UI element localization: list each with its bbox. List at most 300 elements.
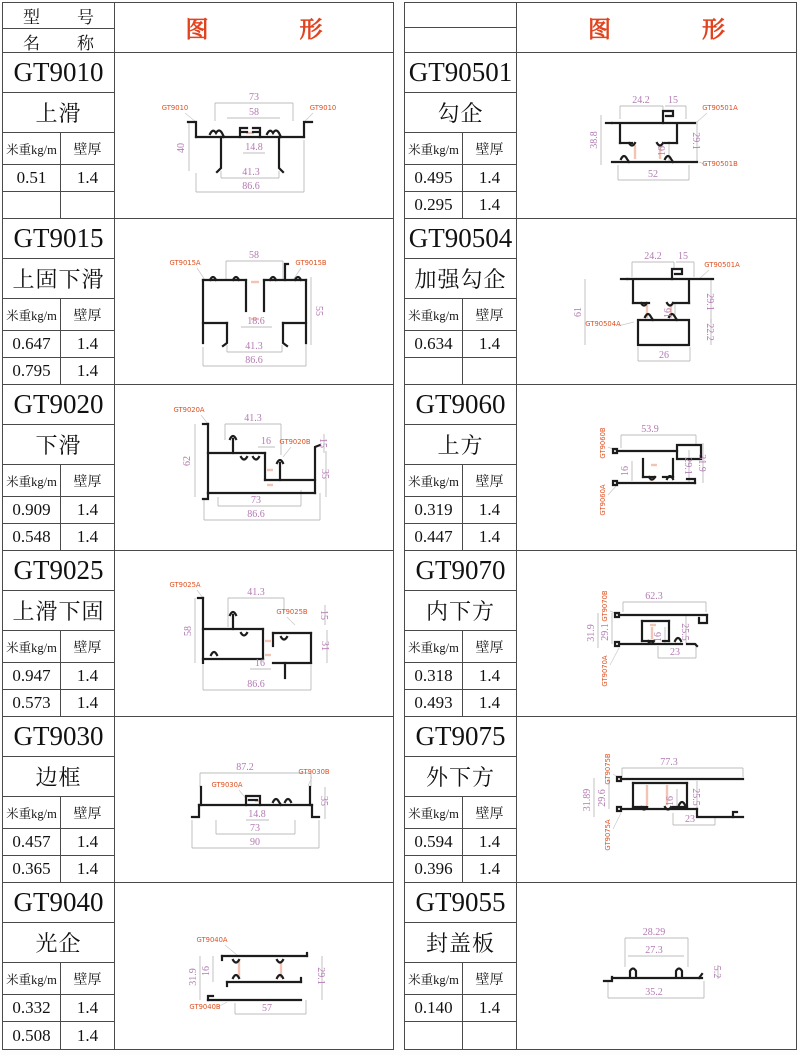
- dimension-text: 86.6: [245, 355, 263, 366]
- part-code-label: GT9075B: [604, 753, 612, 785]
- weight-per-meter-header: 米重kg/m: [3, 133, 61, 164]
- dimension-text: 31.89: [582, 788, 593, 812]
- dimension-text: 29.1: [600, 623, 611, 641]
- drawing-cell: [115, 551, 393, 716]
- thickness-value-cell: 1.4: [76, 832, 99, 851]
- dimension-text: 29.1: [315, 967, 326, 985]
- profile-section-gt9025: [3, 551, 393, 717]
- weight-per-meter-header: 米重kg/m: [3, 797, 61, 828]
- leader-line: [610, 648, 619, 665]
- dimension-text: 35: [318, 796, 329, 806]
- weight-value-cell: 0.634: [405, 331, 463, 357]
- weight-value-cell: 0.947: [3, 663, 61, 689]
- section-label-column: [3, 219, 115, 384]
- units-header-row: [3, 631, 114, 663]
- units-header-row: [405, 465, 516, 497]
- weight-per-meter-header: 米重kg/m: [3, 299, 61, 330]
- profile-section-gt9070: [405, 551, 796, 717]
- dimension-text: 29.1: [690, 132, 701, 150]
- weight-per-meter-header: 米重kg/m: [405, 797, 463, 828]
- dimension-text: 15: [317, 438, 328, 448]
- thickness-value-cell: 1.4: [76, 693, 99, 712]
- profile-outline: [304, 122, 312, 137]
- wall-thickness-header: 壁厚: [475, 308, 504, 324]
- value-row-1: [3, 995, 114, 1022]
- profile-section-gt9030: [3, 717, 393, 883]
- dimension-text: 15: [668, 95, 678, 106]
- drawing-cell: [517, 883, 796, 1049]
- profile-name-cell: 封盖板: [405, 923, 516, 963]
- dimension-text: 15: [678, 251, 688, 262]
- dimension-text: 38.8: [589, 131, 600, 149]
- wall-thickness-header: 壁厚: [475, 640, 504, 656]
- part-code-label: GT90501A: [702, 104, 738, 112]
- dimension-text: 62: [182, 456, 193, 466]
- value-row-1: [405, 497, 516, 524]
- part-code-label: GT9010: [161, 104, 189, 112]
- value-row-1: [3, 165, 114, 192]
- weight-per-meter-header: 米重kg/m: [405, 465, 463, 496]
- value-row-1: [405, 829, 516, 856]
- leader-line: [697, 113, 707, 122]
- part-code-label: GT9060B: [599, 427, 607, 459]
- profile-name-cell: 内下方: [405, 591, 516, 631]
- weight-value-cell: 0.573: [3, 690, 61, 716]
- weight-value-cell: 0.365: [3, 856, 61, 882]
- wall-thickness-header: 壁厚: [475, 142, 504, 158]
- part-code-label: GT9060A: [599, 484, 607, 516]
- right-table-header: [405, 3, 796, 53]
- value-row-2: [405, 1022, 516, 1049]
- dimension-text: 87.2: [236, 762, 254, 773]
- section-label-column: [405, 883, 517, 1049]
- wall-thickness-header: 壁厚: [73, 142, 102, 158]
- value-row-2: [405, 192, 516, 218]
- model-number-cell: GT9015: [3, 219, 114, 259]
- wall-thickness-header: 壁厚: [73, 806, 102, 822]
- weight-value-cell: 0.332: [3, 995, 61, 1021]
- thickness-value-cell: [463, 358, 516, 384]
- model-number-cell: GT9020: [3, 385, 114, 425]
- profile-cross-section-drawing-gt9030: [115, 717, 393, 882]
- profile-name-cell: 上固下滑: [3, 259, 114, 299]
- profile-outline: [687, 644, 697, 646]
- dimension-text: 25.5: [690, 788, 701, 806]
- dimension-text: 16: [620, 466, 631, 476]
- leader-line: [304, 113, 313, 122]
- wall-thickness-header: 壁厚: [475, 806, 504, 822]
- dimension-text: 16: [261, 436, 271, 447]
- wall-thickness-header: 壁厚: [475, 972, 504, 988]
- weight-value-cell: 0.508: [3, 1022, 61, 1049]
- thickness-value-cell: 1.4: [76, 500, 99, 519]
- dimension-text: 29.1: [704, 293, 715, 311]
- model-header-cell: 型 号: [3, 3, 114, 29]
- dimension-text: 27.3: [645, 945, 663, 956]
- profile-outline: [217, 137, 221, 172]
- profile-cross-section-drawing-gt90501: [517, 53, 796, 218]
- dimension-text: 14.8: [245, 142, 263, 153]
- profile-outline: [667, 303, 673, 306]
- left-sections-container: [3, 53, 393, 1049]
- profile-outline: [283, 323, 287, 346]
- drawing-cell: [115, 385, 393, 550]
- weight-value-cell: 0.493: [405, 690, 463, 716]
- profile-outline: [233, 975, 239, 978]
- dimension-text: 41.3: [247, 587, 265, 598]
- weight-value-cell: 0.140: [405, 995, 463, 1021]
- section-label-column: [405, 717, 517, 882]
- profile-outline: [241, 457, 247, 460]
- wall-thickness-header: 壁厚: [475, 474, 504, 490]
- dimension-text: 35: [319, 469, 330, 479]
- dimension-text: 57: [262, 1003, 272, 1014]
- thickness-value-cell: 1.4: [76, 998, 99, 1017]
- value-row-2: [3, 690, 114, 716]
- profile-name-cell: 上滑下固: [3, 591, 114, 631]
- units-header-row: [3, 133, 114, 165]
- dimension-text: 24.2: [632, 95, 650, 106]
- value-row-1: [405, 165, 516, 192]
- thickness-value-cell: 1.4: [478, 998, 501, 1017]
- units-header-row: [405, 797, 516, 829]
- units-header-row: [405, 133, 516, 165]
- dimension-text: 58: [183, 626, 194, 636]
- wall-thickness-header: 壁厚: [73, 474, 102, 490]
- profile-outline: [253, 457, 259, 460]
- dimension-text: 35.2: [645, 987, 663, 998]
- profile-outline: [279, 137, 283, 172]
- profile-cross-section-drawing-gt9025: [115, 551, 393, 716]
- dimension-text: 58: [249, 107, 259, 118]
- thickness-value-cell: 1.4: [478, 527, 501, 546]
- part-code-label: GT90501B: [702, 160, 738, 168]
- profile-name-cell: 光企: [3, 923, 114, 963]
- dimension-text: 31: [319, 641, 330, 651]
- weight-per-meter-header: 米重kg/m: [405, 631, 463, 662]
- left-table-header: [3, 3, 393, 53]
- profile-outline: [281, 637, 287, 640]
- dimension-text: 62.3: [645, 591, 663, 602]
- dimension-text: 41.3: [242, 167, 260, 178]
- thickness-value-cell: 1.4: [76, 1025, 99, 1045]
- profile-section-gt9055: [405, 883, 796, 1049]
- dimension-text: 73: [249, 92, 259, 103]
- drawing-cell: [115, 717, 393, 882]
- dimension-text: 15: [318, 610, 329, 620]
- weight-value-cell: 0.594: [405, 829, 463, 855]
- profile-section-gt90501: [405, 53, 796, 219]
- weight-value-cell: 0.457: [3, 829, 61, 855]
- drawing-cell: [517, 717, 796, 882]
- thickness-value-cell: 1.4: [478, 859, 501, 878]
- weight-per-meter-header: 米重kg/m: [405, 133, 463, 164]
- value-row-1: [405, 995, 516, 1022]
- right-catalog-table: [404, 2, 797, 1050]
- weight-per-meter-header: 米重kg/m: [3, 631, 61, 662]
- leader-line: [608, 485, 617, 495]
- section-label-column: [405, 551, 517, 716]
- model-number-cell: GT9060: [405, 385, 516, 425]
- profile-outline: [192, 805, 199, 817]
- profile-outline: [312, 805, 319, 817]
- model-number-cell: GT9055: [405, 883, 516, 923]
- part-code-label: GT9010: [309, 104, 337, 112]
- units-header-row: [405, 963, 516, 995]
- dimension-text: 29.6: [597, 789, 608, 807]
- profile-name-cell: 上滑: [3, 93, 114, 133]
- weight-value-cell: 0.396: [405, 856, 463, 882]
- model-number-cell: GT9075: [405, 717, 516, 757]
- profile-outline: [233, 960, 239, 963]
- profile-section-gt9040: [3, 883, 393, 1049]
- thickness-value-cell: 1.4: [76, 859, 99, 878]
- part-code-label: GT9025A: [169, 581, 201, 589]
- value-row-2: [405, 690, 516, 716]
- section-label-column: [3, 883, 115, 1049]
- profile-outline: [211, 652, 217, 655]
- dimension-text: 41.3: [245, 341, 263, 352]
- section-label-column: [3, 385, 115, 550]
- dimension-text: 61: [573, 307, 584, 317]
- dimension-text: 18.6: [247, 316, 265, 327]
- thickness-value-cell: 1.4: [76, 527, 99, 546]
- model-number-cell: GT90501: [405, 53, 516, 93]
- profile-name-cell: 加强勾企: [405, 259, 516, 299]
- leader-line: [201, 415, 208, 424]
- thickness-value-cell: 1.4: [478, 666, 501, 685]
- thickness-value-cell: 1.4: [76, 361, 99, 380]
- drawing-cell: [115, 53, 393, 218]
- model-number-cell: GT9070: [405, 551, 516, 591]
- units-header-row: [405, 299, 516, 331]
- wall-thickness-header: 壁厚: [73, 640, 102, 656]
- header-label-column: [3, 3, 115, 52]
- right-sections-container: [405, 53, 796, 1049]
- dimension-text: 26: [659, 350, 669, 361]
- profile-name-cell: 上方: [405, 425, 516, 465]
- weight-value-cell: 0.447: [405, 524, 463, 550]
- dimension-text: 22.2: [704, 323, 715, 341]
- dimension-text: 90: [250, 837, 260, 848]
- weight-per-meter-header: 米重kg/m: [3, 963, 61, 994]
- thickness-value-cell: 1.4: [478, 693, 501, 712]
- thickness-value-cell: [463, 1022, 516, 1049]
- profile-section-gt9015: [3, 219, 393, 385]
- dimension-text: 23: [685, 814, 695, 825]
- leader-line: [283, 447, 291, 457]
- profile-outline: [285, 799, 291, 802]
- profile-outline: [672, 269, 682, 279]
- drawing-cell: [115, 883, 393, 1049]
- part-code-label: GT90501A: [704, 261, 740, 269]
- dimension-text: 73: [250, 823, 260, 834]
- model-number-cell: GT9025: [3, 551, 114, 591]
- part-code-label: GT9020A: [173, 406, 205, 414]
- weight-value-cell: [405, 1022, 463, 1049]
- units-header-row: [405, 631, 516, 663]
- dimension-text: 29.1: [682, 457, 693, 475]
- section-label-column: [405, 385, 517, 550]
- value-row-2: [3, 358, 114, 384]
- profile-section-gt9060: [405, 385, 796, 551]
- dimension-text: 52: [648, 169, 658, 180]
- section-label-column: [405, 219, 517, 384]
- profile-outline: [630, 969, 636, 978]
- thickness-value-cell: 1.4: [478, 334, 501, 353]
- profile-cross-section-drawing-gt9060: [517, 385, 796, 550]
- dimension-text: 5.2: [711, 965, 722, 979]
- part-code-label: GT9075A: [604, 819, 612, 851]
- dimension-text: 16: [255, 658, 265, 669]
- leader-line: [225, 945, 237, 955]
- thickness-value-cell: 1.4: [76, 334, 99, 353]
- thickness-value-cell: 1.4: [478, 832, 501, 851]
- profile-cross-section-drawing-gt9020: [115, 385, 393, 550]
- dimension-text: 40: [176, 143, 187, 153]
- dimension-text: 16: [653, 632, 664, 642]
- section-label-column: [3, 717, 115, 882]
- weight-per-meter-header: 米重kg/m: [405, 299, 463, 330]
- profile-outline: [657, 143, 663, 146]
- leader-line: [197, 268, 205, 280]
- leader-line: [287, 617, 295, 625]
- drawing-cell: [517, 385, 796, 550]
- leader-line: [185, 113, 196, 122]
- model-header-cell-empty: [405, 3, 516, 28]
- part-code-label: GT9040A: [196, 936, 228, 944]
- dimension-text: 86.6: [247, 679, 265, 690]
- weight-value-cell: 0.295: [405, 192, 463, 218]
- section-label-column: [3, 551, 115, 716]
- weight-per-meter-header: 米重kg/m: [3, 465, 61, 496]
- weight-value-cell: 0.495: [405, 165, 463, 191]
- thickness-value-cell: [61, 192, 114, 218]
- weight-value-cell: [405, 358, 463, 384]
- weight-value-cell: 0.795: [3, 358, 61, 384]
- weight-value-cell: 0.647: [3, 331, 61, 357]
- value-row-2: [3, 1022, 114, 1049]
- value-row-1: [3, 663, 114, 690]
- wall-thickness-header: 壁厚: [73, 308, 102, 324]
- dimension-text: 14.8: [248, 809, 266, 820]
- part-code-label: GT9070B: [601, 590, 609, 622]
- dimension-text: 24.2: [644, 251, 662, 262]
- profile-outline: [699, 615, 707, 623]
- weight-value-cell: 0.319: [405, 497, 463, 523]
- units-header-row: [3, 299, 114, 331]
- model-number-cell: GT9030: [3, 717, 114, 757]
- leader-line: [308, 777, 312, 786]
- drawing-cell: [517, 53, 796, 218]
- weight-value-cell: 0.909: [3, 497, 61, 523]
- part-code-label: GT9030A: [211, 781, 243, 789]
- value-row-1: [3, 331, 114, 358]
- name-header-cell-empty: [405, 28, 516, 52]
- part-code-label: GT9015A: [169, 259, 201, 267]
- profile-outline: [285, 264, 288, 280]
- dimension-text: 86.6: [247, 509, 265, 520]
- drawing-cell: [115, 219, 393, 384]
- value-row-1: [405, 331, 516, 358]
- profile-cross-section-drawing-gt9055: [517, 883, 796, 1049]
- profile-outline: [638, 320, 689, 345]
- leader-line: [197, 590, 203, 598]
- dimension-text: 55: [313, 306, 324, 316]
- dimension-text: 16: [657, 146, 668, 156]
- dimension-text: 31.9: [696, 454, 707, 472]
- part-code-label: GT9030B: [298, 768, 330, 776]
- thickness-value-cell: 1.4: [76, 168, 99, 187]
- dimension-text: 86.6: [242, 181, 260, 192]
- dimension-text: 58: [249, 250, 259, 261]
- part-code-label: GT9040B: [189, 1003, 221, 1011]
- profile-name-cell: 外下方: [405, 757, 516, 797]
- dimension-text: 31.9: [586, 624, 597, 642]
- profile-section-gt9020: [3, 385, 393, 551]
- dimension-text: 25.5: [679, 623, 690, 641]
- section-label-column: [3, 53, 115, 218]
- value-row-2: [3, 524, 114, 550]
- dimension-text: 16: [665, 796, 676, 806]
- part-code-label: GT9015B: [295, 259, 327, 267]
- thickness-value-cell: 1.4: [76, 666, 99, 685]
- dimension-text: 23: [670, 647, 680, 658]
- value-row-1: [405, 663, 516, 690]
- value-row-2: [405, 856, 516, 882]
- thickness-value-cell: 1.4: [478, 168, 501, 187]
- profile-cross-section-drawing-gt9070: [517, 551, 796, 716]
- dimension-text: 16: [663, 308, 674, 318]
- leader-line: [699, 270, 709, 279]
- profile-outline: [676, 969, 682, 978]
- profile-cross-section-drawing-gt9040: [115, 883, 393, 1049]
- model-number-cell: GT90504: [405, 219, 516, 259]
- model-number-cell: GT9040: [3, 883, 114, 923]
- profile-section-gt9010: [3, 53, 393, 219]
- profile-cross-section-drawing-gt9075: [517, 717, 796, 882]
- name-header-cell: 名 称: [23, 34, 104, 53]
- dimension-text: 41.3: [244, 413, 262, 424]
- profile-outline: [679, 802, 685, 805]
- value-row-2: [3, 192, 114, 218]
- dimension-text: 16: [201, 966, 212, 976]
- profile-cross-section-drawing-gt9015: [115, 219, 393, 384]
- part-code-label: GT9070A: [601, 655, 609, 687]
- drawing-cell: [517, 551, 796, 716]
- wall-thickness-header: 壁厚: [73, 972, 102, 988]
- dimension-text: 28.29: [642, 927, 666, 938]
- part-code-label: GT90504A: [585, 320, 621, 328]
- profile-outline: [241, 633, 247, 636]
- profile-name-cell: 勾企: [405, 93, 516, 133]
- part-code-label: GT9020B: [279, 438, 311, 446]
- weight-value-cell: [3, 192, 61, 218]
- dimension-text: 53.9: [641, 424, 659, 435]
- leader-line: [613, 813, 621, 829]
- profile-outline: [663, 111, 673, 123]
- model-number-cell: GT9010: [3, 53, 114, 93]
- weight-value-cell: 0.51: [3, 165, 61, 191]
- units-header-row: [3, 465, 114, 497]
- profile-outline: [223, 323, 227, 346]
- value-row-2: [3, 856, 114, 882]
- value-row-2: [405, 524, 516, 550]
- profile-cross-section-drawing-gt9010: [115, 53, 393, 218]
- profile-name-cell: 下滑: [3, 425, 114, 465]
- weight-value-cell: 0.318: [405, 663, 463, 689]
- drawing-cell: [517, 219, 796, 384]
